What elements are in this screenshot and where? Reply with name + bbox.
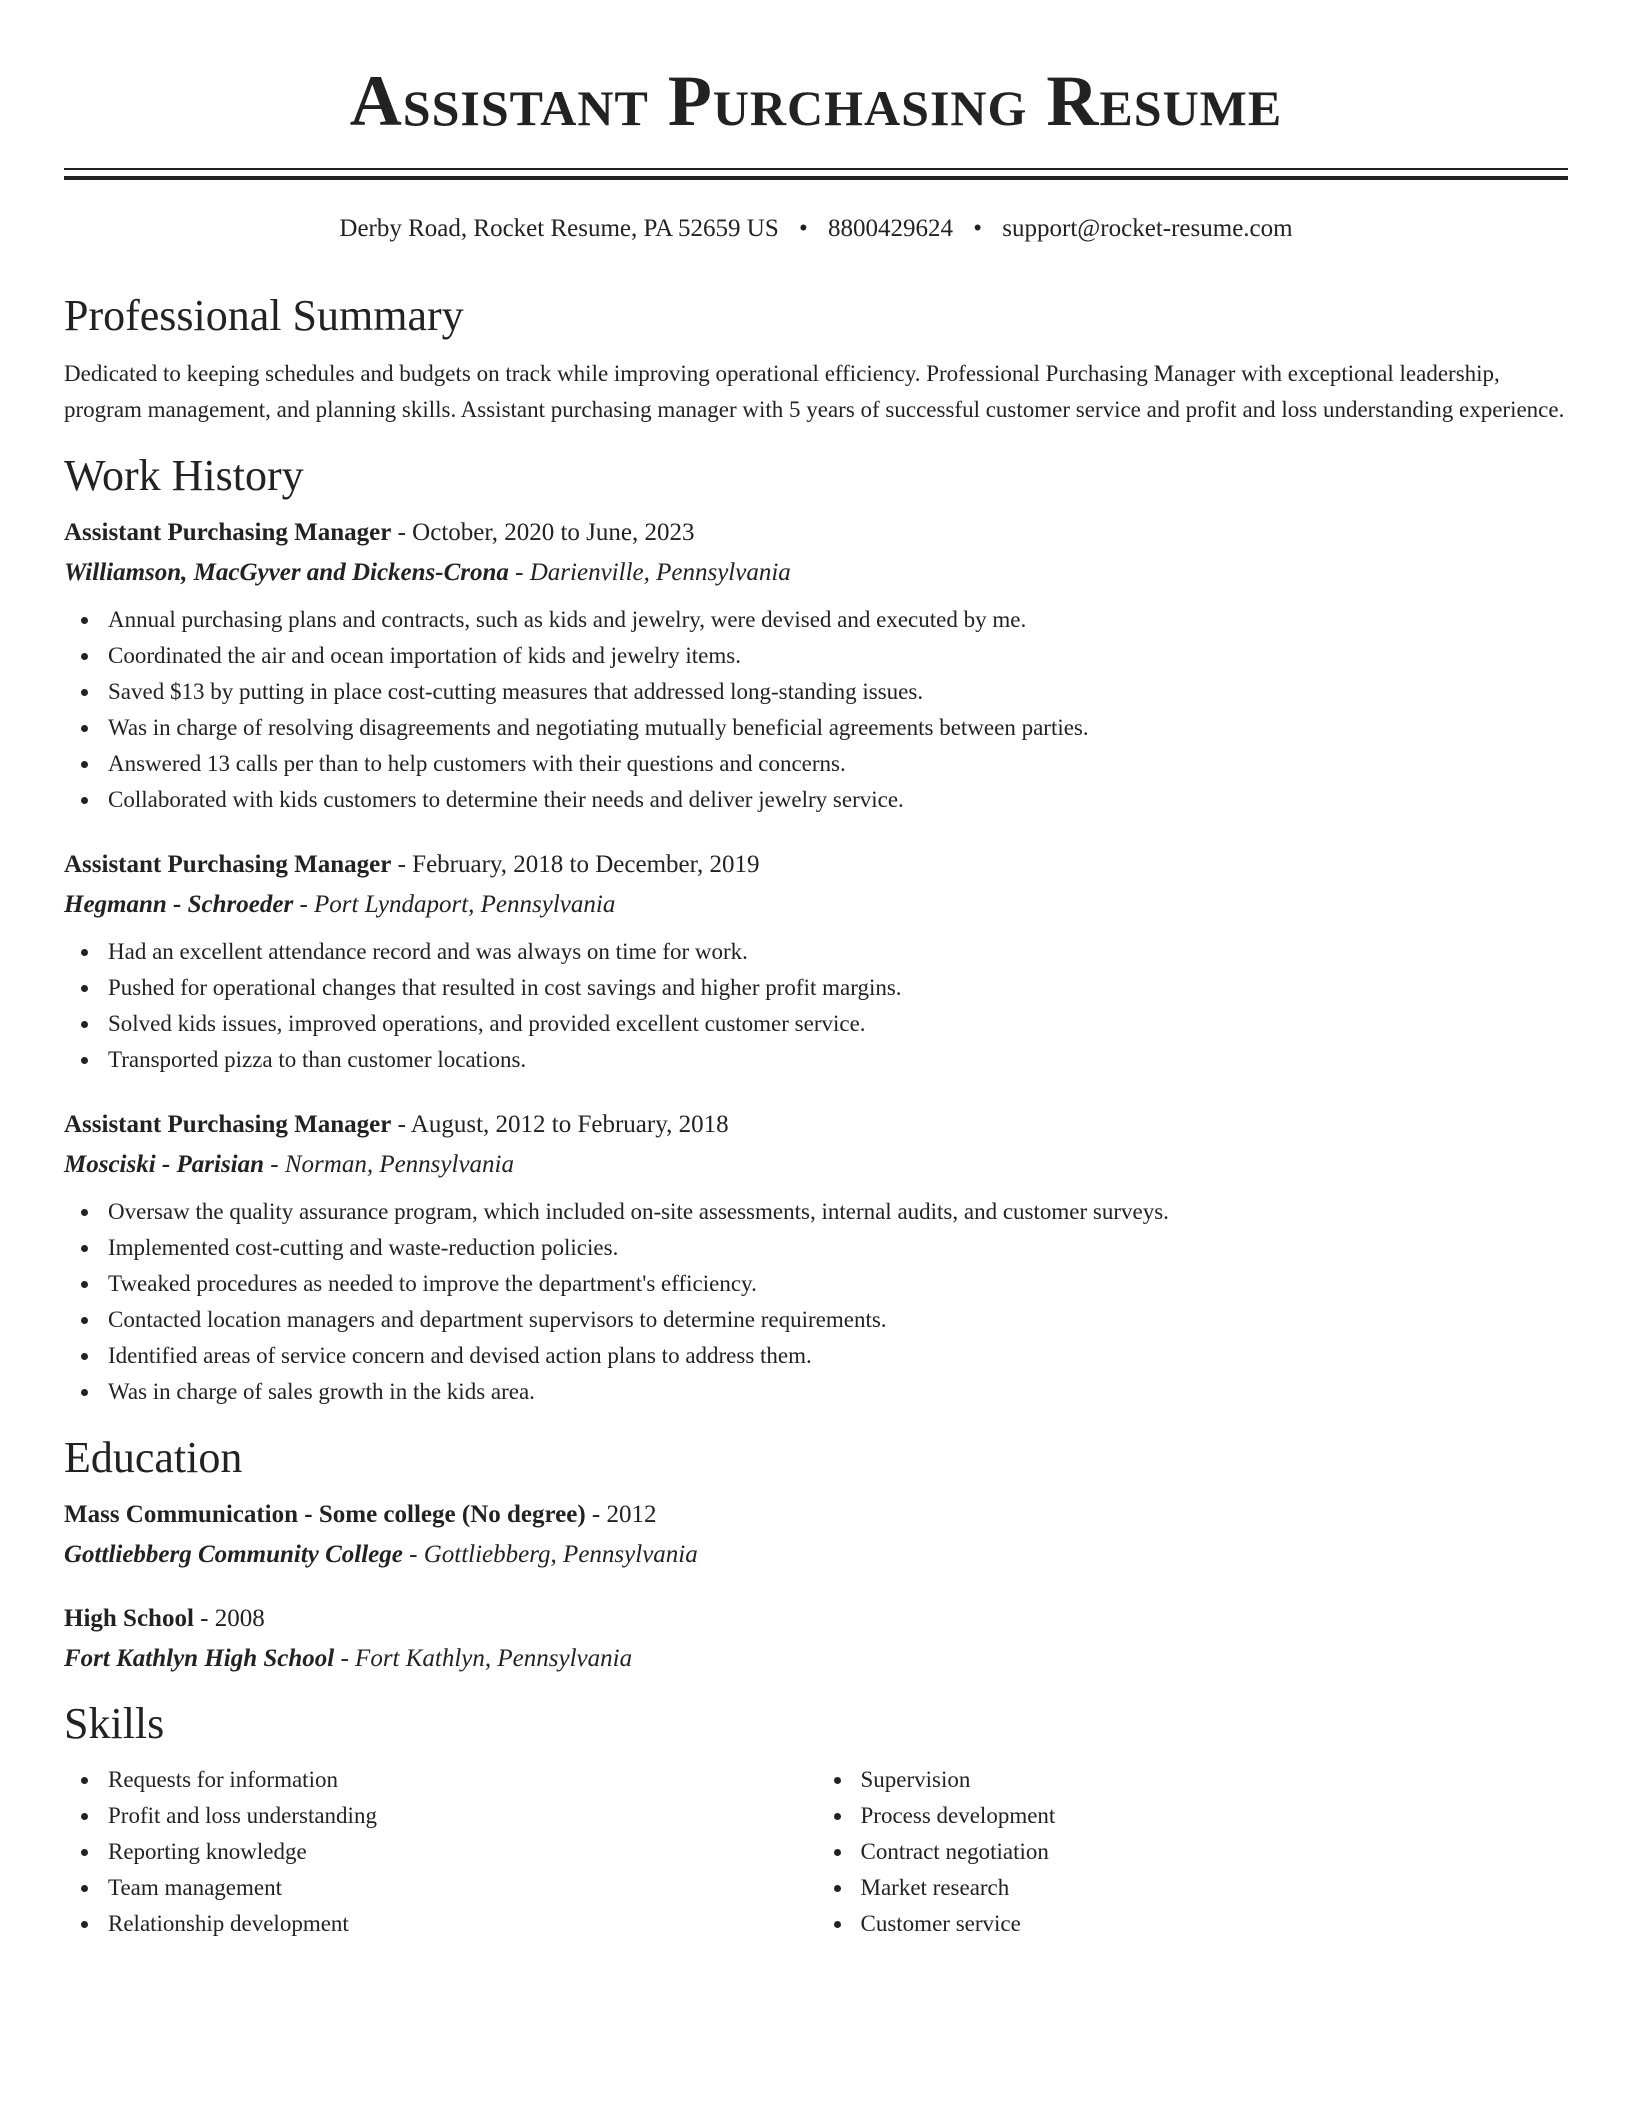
education-entry: [64, 1498, 1568, 1572]
education-heading: Education: [64, 1433, 243, 1482]
job-entry: [64, 1108, 1568, 1410]
skill-item: Reporting knowledge: [108, 1834, 816, 1870]
summary-heading: Professional Summary: [64, 291, 464, 340]
job-title-line: Assistant Purchasing Manager - October, 2020 to June, 2023: [64, 519, 695, 546]
job-title: Assistant Purchasing Manager: [64, 1111, 392, 1138]
skills-list-right: [816, 1762, 1569, 1942]
job-title-line: Assistant Purchasing Manager - February, 2018 to December, 2019: [64, 851, 760, 878]
job-duty: Implemented cost-cutting and waste-reduction policies.: [108, 1230, 1568, 1266]
resume-title: Assistant Purchasing Resume: [349, 61, 1283, 141]
job-duty: Identified areas of service concern and devised action plans to address them.: [108, 1338, 1568, 1374]
skill-item: Team management: [108, 1870, 816, 1906]
work-history-heading: Work History: [64, 451, 304, 500]
job-duty: Was in charge of sales growth in the kids area.: [108, 1374, 1568, 1410]
job-duty: Annual purchasing plans and contracts, such as kids and jewelry, were devised and executed by me.: [108, 602, 1568, 638]
job-dates: February, 2018 to December, 2019: [412, 851, 760, 878]
skill-item: Profit and loss understanding: [108, 1798, 816, 1834]
company-location: Norman, Pennsylvania: [284, 1151, 514, 1178]
skill-item: Relationship development: [108, 1906, 816, 1942]
company-name: Mosciski - Parisian: [64, 1151, 265, 1178]
school-location: Gottliebberg, Pennsylvania: [423, 1541, 698, 1568]
job-entry: [64, 516, 1568, 818]
job-title: Assistant Purchasing Manager: [64, 519, 392, 546]
title-rule-thick: [64, 176, 1568, 180]
job-duty: Pushed for operational changes that resulted in cost savings and higher profit margins.: [108, 970, 1568, 1006]
school-name: Fort Kathlyn High School: [64, 1645, 335, 1672]
job-dates: August, 2012 to February, 2018: [410, 1111, 729, 1138]
degree-name: High School: [64, 1605, 194, 1632]
skill-item: Supervision: [861, 1762, 1569, 1798]
skill-item: Customer service: [861, 1906, 1569, 1942]
education-entry: [64, 1602, 1568, 1676]
job-dates: October, 2020 to June, 2023: [412, 519, 695, 546]
job-duty: Answered 13 calls per than to help customers with their questions and concerns.: [108, 746, 1568, 782]
degree-year: 2012: [606, 1501, 657, 1528]
job-duty: Was in charge of resolving disagreements and negotiating mutually beneficial agreements between parties.: [108, 710, 1568, 746]
contact-separator: •: [799, 215, 808, 242]
degree-line: Mass Communication - Some college (No degree) - 2012: [64, 1501, 657, 1528]
job-duty: Oversaw the quality assurance program, which included on-site assessments, internal audits, and customer surveys.: [108, 1194, 1568, 1230]
degree-name: Mass Communication - Some college (No degree): [64, 1501, 586, 1528]
skill-item: Process development: [861, 1798, 1569, 1834]
skill-item: Requests for information: [108, 1762, 816, 1798]
contact-separator: •: [973, 215, 983, 242]
job-duties: [64, 602, 1568, 818]
job-duty: Tweaked procedures as needed to improve the department's efficiency.: [108, 1266, 1568, 1302]
summary-text: Dedicated to keeping schedules and budgets on track while improving operational efficiency. Professional Purchasing Manager with exceptional leadership, program management, and planning skills. Assistant purchasing manager with 5 years of successful customer service and profit and loss understanding experience.: [64, 361, 1565, 422]
contact-email: support@rocket-resume.com: [1002, 215, 1293, 242]
job-duties: [64, 934, 1568, 1078]
job-title-line: Assistant Purchasing Manager - August, 2012 to February, 2018: [64, 1111, 729, 1138]
school-line: Gottliebberg Community College - Gottliebberg, Pennsylvania: [64, 1541, 698, 1568]
job-duty: Coordinated the air and ocean importation of kids and jewelry items.: [108, 638, 1568, 674]
job-duty: Saved $13 by putting in place cost-cutting measures that addressed long-standing issues.: [108, 674, 1568, 710]
degree-year: 2008: [214, 1605, 265, 1632]
school-name: Gottliebberg Community College: [64, 1541, 403, 1568]
job-duty: Collaborated with kids customers to determine their needs and deliver jewelry service.: [108, 782, 1568, 818]
job-duty: Had an excellent attendance record and was always on time for work.: [108, 934, 1568, 970]
job-entry: [64, 848, 1568, 1078]
school-location: Fort Kathlyn, Pennsylvania: [355, 1645, 633, 1672]
degree-line: High School - 2008: [64, 1605, 265, 1632]
skill-item: Market research: [861, 1870, 1569, 1906]
title-rule-thin: [64, 168, 1568, 170]
company-line: Hegmann - Schroeder - Port Lyndaport, Pennsylvania: [64, 891, 616, 918]
contact-line: [64, 214, 1568, 244]
company-line: Mosciski - Parisian - Norman, Pennsylvania: [64, 1151, 514, 1178]
school-line: Fort Kathlyn High School - Fort Kathlyn, Pennsylvania: [64, 1645, 633, 1672]
company-line: Williamson, MacGyver and Dickens-Crona - Darienville, Pennsylvania: [64, 559, 791, 586]
job-title: Assistant Purchasing Manager: [64, 851, 392, 878]
job-duty: Contacted location managers and department supervisors to determine requirements.: [108, 1302, 1568, 1338]
company-name: Williamson, MacGyver and Dickens-Crona: [64, 559, 509, 586]
skills-heading: Skills: [64, 1699, 165, 1748]
skills-columns: [64, 1750, 1568, 1942]
company-name: Hegmann - Schroeder: [64, 891, 294, 918]
job-duties: [64, 1194, 1568, 1410]
contact-address: Derby Road, Rocket Resume, PA 52659 US: [339, 215, 779, 242]
skill-item: Contract negotiation: [861, 1834, 1569, 1870]
skills-list-left: [64, 1762, 816, 1942]
company-location: Darienville, Pennsylvania: [529, 559, 791, 586]
company-location: Port Lyndaport, Pennsylvania: [314, 891, 616, 918]
job-duty: Solved kids issues, improved operations, and provided excellent customer service.: [108, 1006, 1568, 1042]
job-duty: Transported pizza to than customer locations.: [108, 1042, 1568, 1078]
contact-phone: 8800429624: [828, 215, 954, 242]
